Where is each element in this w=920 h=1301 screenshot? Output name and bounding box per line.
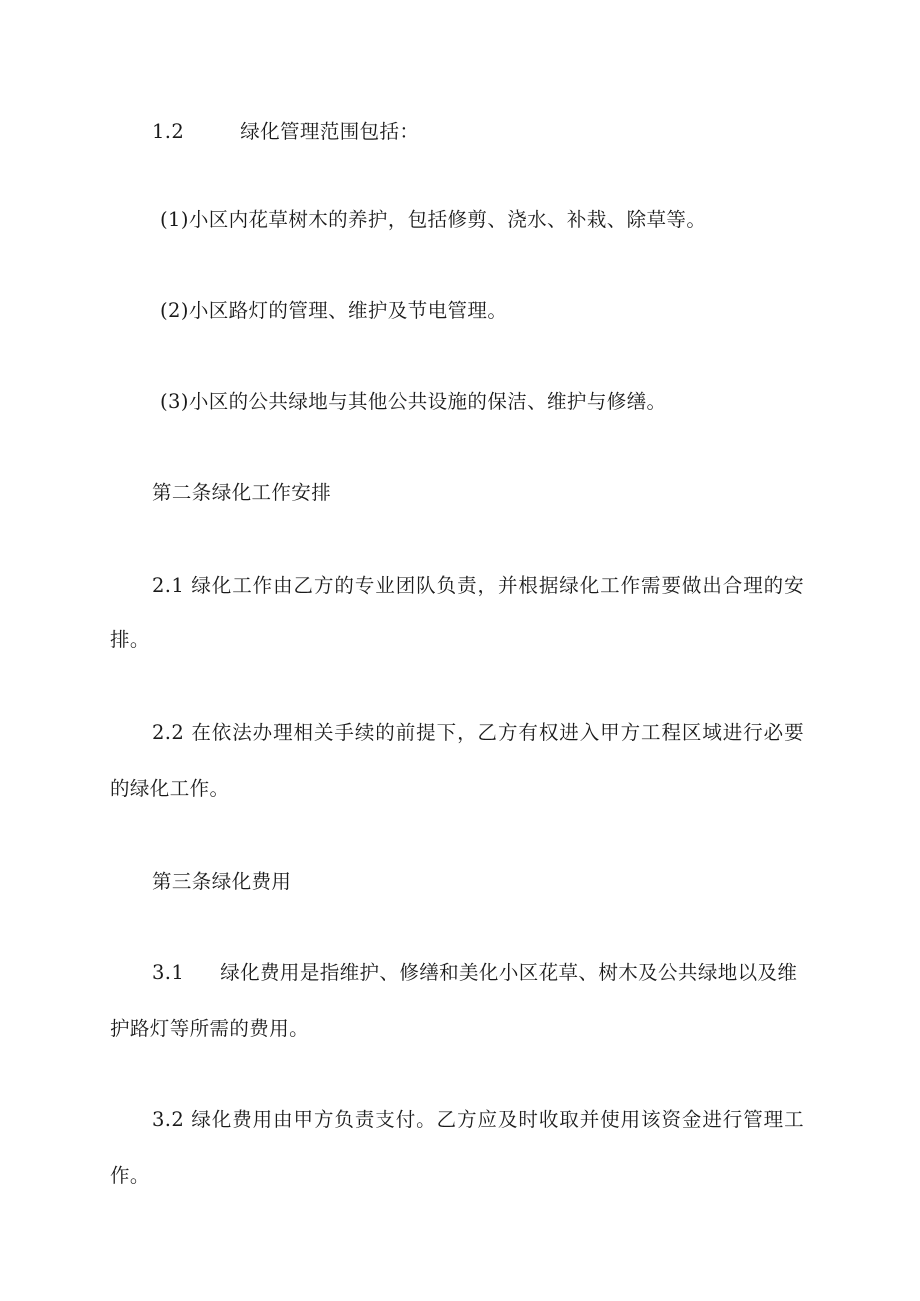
item-3-1-number: 3.1 — [152, 961, 185, 984]
item-3-1-line1-row — [152, 963, 804, 983]
item-2-2-line2: 的绿化工作。 — [110, 777, 230, 800]
sub-item-1: (1)小区内花草树木的养护，包括修剪、浇水、补栽、除草等。 — [160, 208, 707, 231]
item-3-2-line1: 3.2 绿化费用由甲方负责支付。乙方应及时收取并使用该资金进行管理工 — [152, 1108, 804, 1131]
item-3-1-line2: 护路灯等所需的费用。 — [110, 1017, 310, 1040]
item-2-2-line1: 2.2 在依法办理相关手续的前提下，乙方有权进入甲方工程区域进行必要 — [152, 721, 804, 744]
item-1-2-number: 1.2 — [152, 120, 185, 143]
article-3-heading: 第三条绿化费用 — [152, 870, 292, 893]
sub-item-3: (3)小区的公共绿地与其他公共设施的保洁、维护与修缮。 — [160, 390, 667, 413]
item-2-1-line2: 排。 — [110, 628, 150, 651]
article-2-heading: 第二条绿化工作安排 — [152, 481, 332, 504]
sub-item-2: (2)小区路灯的管理、维护及节电管理。 — [160, 299, 508, 322]
item-2-1-line1: 2.1 绿化工作由乙方的专业团队负责，并根据绿化工作需要做出合理的安 — [152, 574, 804, 597]
item-1-2 — [152, 122, 419, 142]
item-3-2-line2: 作。 — [110, 1164, 150, 1187]
item-3-1-line1: 绿化费用是指维护、修缮和美化小区花草、树木及公共绿地以及维 — [220, 961, 798, 984]
item-1-2-text: 绿化管理范围包括： — [240, 120, 420, 143]
